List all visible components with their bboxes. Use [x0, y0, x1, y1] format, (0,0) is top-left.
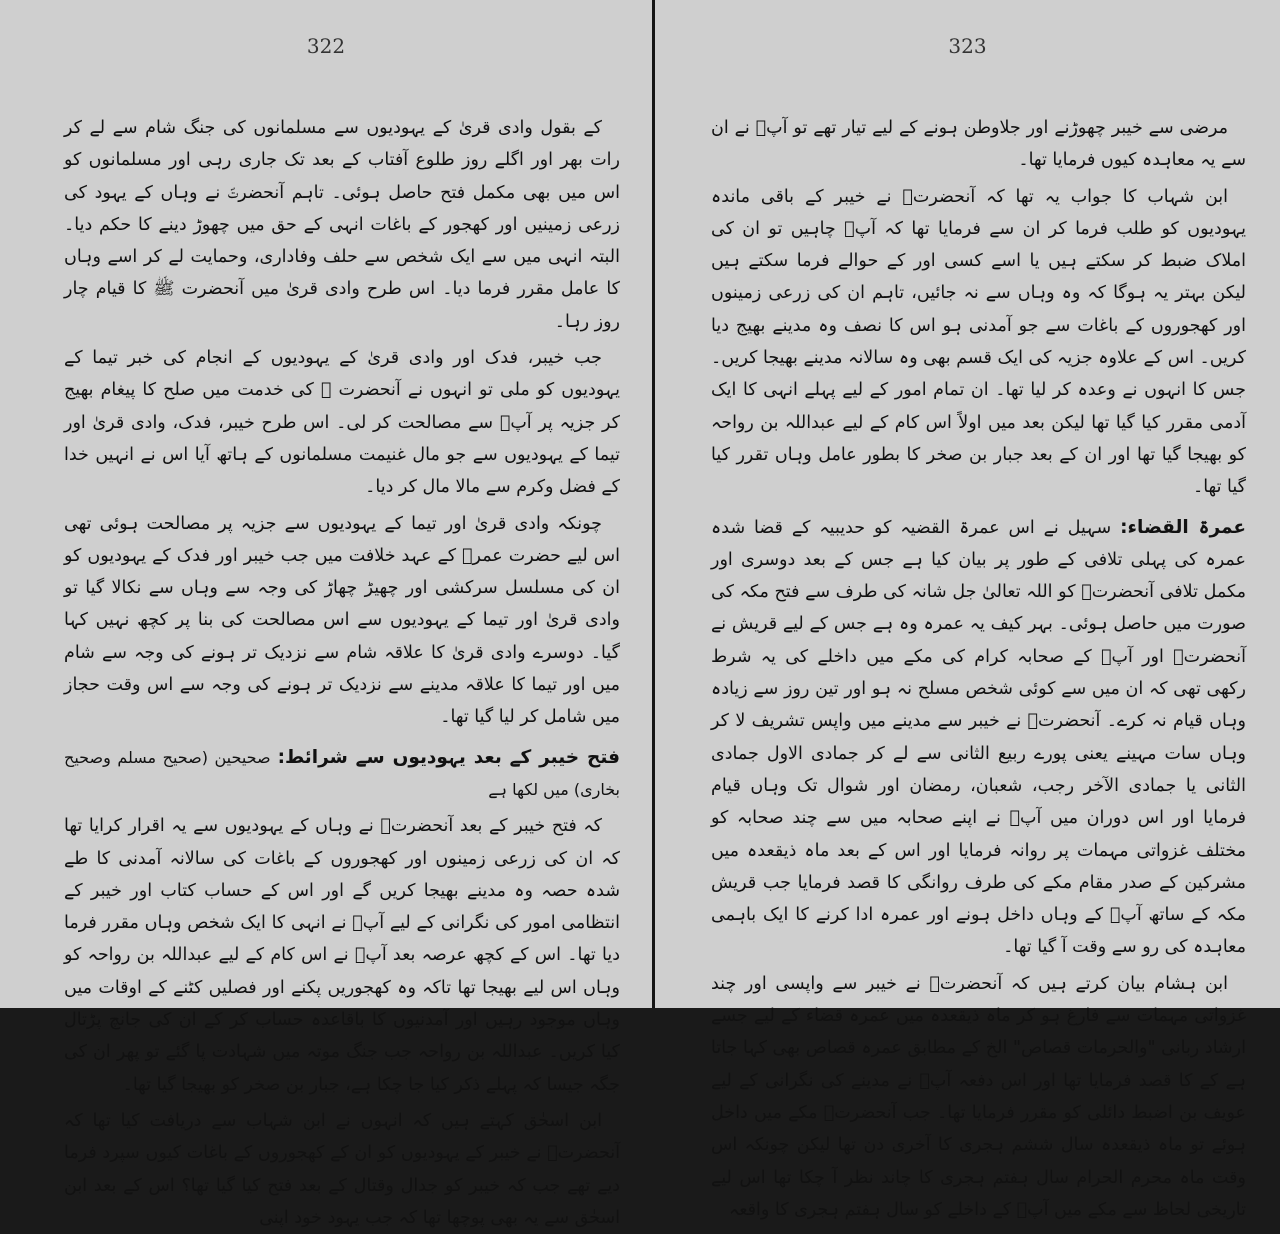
paragraph: کے بقول وادی قریٰ کے یہودیوں سے مسلمانوں کی جنگ شام سے لے کر رات بھر اور اگلے روز طلوع آفتاب کے بعد تک جاری رہی اور مسلمانوں کو اس میں بھی مکمل فتح حاصل ہوئی۔ تاہم آنحضرتؐ نے وہاں کے یہود کی زرعی زمینیں اور کھجور کے باغات انہی کے حق میں چھوڑ دینے کا حکم دیا۔ البتہ انہی میں سے ایک شخص سے حلف وفاداری، وحمایت لے کر اسے وہاں کا عامل مقرر فرما دیا۔ اس طرح وادی قریٰ میں آنحضرت ﷺ کا قیام چار روز رہا۔	[64, 118, 620, 332]
page-body	[64, 112, 620, 1234]
right-page	[655, 0, 1280, 1220]
paragraph: کہ فتح خیبر کے بعد آنحضرتؐ نے وہاں کے یہودیوں سے یہ اقرار کرایا تھا کہ ان کی زرعی زمینوں اور کھجوروں کے باغات کی سالانہ آمدنی کا طے شدہ حصہ وہ مدینے بھیجا کریں گے اور اس کے حساب کتاب اور خیبر کے انتظامی امور کی نگرانی کے لیے آپؐ نے انہی کا ایک شخص وہاں مقرر فرما دیا تھا۔ اس کے کچھ عرصہ بعد آپؐ نے اس کام کے لیے عبداللہ بن رواحہ کو وہاں اس لیے بھیجا تھا تاکہ وہ کھجوریں پکنے اور فصلیں کٹنے کے اوقات میں وہاں موجود رہیں اور آمدنیوں کا باقاعدہ حساب کر کے ان کی جانچ پڑتال کیا کریں۔ عبداللہ بن رواحہ جب جنگ موتہ میں شہادت پا گئے تو پھر ان کی جگہ جیسا کہ پہلے ذکر کیا جا چکا ہے، جبار بن صخر کو بھیجا گیا تھا۔	[64, 816, 620, 1095]
section-paragraph: سہیل نے اس عمرۃ القضیہ کو حدیبیہ کے قضا شدہ عمرہ کی پہلی تلافی کے طور پر بیان کیا ہے جس کے بعد دوسری اور مکمل تلافی آنحضرتؐ کو اللہ تعالیٰ جل شانہ کی طرف سے فتح مکہ کی صورت میں حاصل ہوئی۔ بہر کیف یہ عمرہ وہ ہے جس کے لیے قریش نے آنحضرتؐ اور آپؐ کے صحابہ کرام کی مکے میں داخلے کی یہ شرط رکھی تھی کہ ان میں سے کوئی شخص مسلح نہ ہو اور تین روز سے زیادہ وہاں قیام نہ کرے۔ آنحضرتؐ نے خیبر سے مدینے میں واپس تشریف لا کر وہاں سات مہینے یعنی پورے ربیع الثانی سے لے کر جمادی الاول جمادی الثانی یا جمادی الآخر رجب، شعبان، رمضان اور شوال تک وہاں قیام فرمایا اور اس دوران میں آپؐ نے اپنے صحابہ میں سے چند صحابہ کو مختلف غزواتی مہمات پر روانہ فرمایا اور اس کے بعد ماہ ذیقعدہ میں مشرکین کے صدر مقام مکے کی طرف روانگی کا قصد فرمایا جب قریش مکہ کے ساتھ آپؐ کے وہاں داخل ہونے اور عمرہ ادا کرنے کا ایک باہمی معاہدہ کی رو سے وقت آ گیا تھا۔	[711, 517, 1246, 958]
paragraph: ابن اسحٰق کہتے ہیں کہ انہوں نے ابن شہاب سے دریافت کیا تھا کہ آنحضرتؐ نے خیبر کے یہودیوں کو ان کے کھجوروں کے باغات کیوں سپرد فرما دیے تھے جب کہ خیبر کو جدال وقتال کے بعد فتح کیا گیا تھا؟ اس کے بعد ابن اسحٰق سے یہ بھی پوچھا تھا کہ جب یہود خود اپنی	[64, 1110, 620, 1228]
section-heading: عمرۃ القضاء:	[1120, 516, 1246, 538]
paragraph: ابن شہاب کا جواب یہ تھا کہ آنحضرتؐ نے خیبر کے باقی ماندہ یہودیوں کو طلب فرما کر ان سے فرمایا تھا کہ آپؐ چاہیں تو ان کی املاک ضبط کر سکتے ہیں یا اسے کسی اور کے حوالے فرما سکتے ہیں لیکن بہتر یہ ہوگا کہ وہ وہاں سے نہ جائیں، تاہم ان کی زرعی زمینوں اور کھجوروں کے باغات سے جو آمدنی ہو اس کا نصف وہ مدینے بھیج دیا کریں۔ اس کے علاوہ جزیہ کی ایک قسم بھی وہ سالانہ مدینے بھیجا کریں۔ جس کا انہوں نے وعدہ کر لیا تھا۔ ان تمام امور کے لیے پہلے انہی کا ایک آدمی مقرر کیا گیا تھا لیکن بعد میں اولاً اس کام کے لیے عبداللہ بن رواحہ کو بھیجا گیا تھا اور ان کے بعد جبار بن صخر کا بطور عامل وہاں تقرر کیا گیا تھا۔	[711, 186, 1246, 498]
paragraph: ابن ہشام بیان کرتے ہیں کہ آنحضرتؐ نے خیبر سے واپسی اور چند غزواتی مہمات سے فارغ ہو کر ماہ ذیقعدہ میں عمرہ قضاء کے لیے جسے ارشاد ربانی "والحرمات قصاص" الخ کے مطابق عمرہ قصاص بھی کہا جاتا ہے کے کا قصد فرمایا تھا اور اس دفعہ آپؐ نے مدینے کی نگرانی کے لیے عویف بن اضبط دائلی کو مقرر فرمایا تھا۔ جب آنحضرتؐ مکے میں داخل ہوئے تو ماہ ذیقعدہ سال ششم ہجری کا آخری دن تھا لیکن چونکہ اس وقت ماہ محرم الحرام سال ہفتم ہجری کا چاند نظر آ چکا تھا اس لیے تاریخی لحاظ سے مکے میں آپؐ کے داخلے کو سال ہفتم ہجری کا واقعہ	[711, 973, 1246, 1220]
paragraph: چونکہ وادی قریٰ اور تیما کے یہودیوں سے جزیہ پر مصالحت ہوئی تھی اس لیے حضرت عمرؓ کے عہد خلافت میں جب خیبر اور فدک کے یہودیوں کو ان کی مسلسل سرکشی اور چھیڑ چھاڑ کی وجہ سے وہاں سے نکالا گیا تو وادی قریٰ اور تیما کے یہودیوں سے اس مصالحت کی بنا پر کچھ نہیں کہا گیا۔ دوسرے وادی قریٰ کا علاقہ شام سے نزدیک تر ہونے کی وجہ سے شام میں اور تیما کا علاقہ مدینے سے نزدیک تر ہونے کی وجہ سے اس وقت حجاز میں شامل کر لیا گیا تھا۔	[64, 513, 620, 728]
paragraph: مرضی سے خیبر چھوڑنے اور جلاوطن ہونے کے لیے تیار تھے تو آپؐ نے ان سے یہ معاہدہ کیوں فرمایا تھا۔	[711, 118, 1246, 171]
page-number: 322	[306, 34, 346, 58]
page-body	[711, 112, 1246, 1226]
page-number: 323	[948, 34, 987, 58]
paragraph: جب خیبر، فدک اور وادی قریٰ کے یہودیوں کے انجام کی خبر تیما کے یہودیوں کو ملی تو انہوں نے آنحضرت ﷺ کی خدمت میں صلح کا پیغام بھیج کر جزیہ پر آپؐ سے مصالحت کر لی۔ اس طرح خیبر، فدک، وادی قریٰ اور تیما کے یہودیوں سے جو مال غنیمت مسلمانوں کے ہاتھ آیا اس نے انہیں خدا کے فضل وکرم سے مالا مال کر دیا۔	[64, 348, 620, 498]
section-heading: فتح خیبر کے بعد یہودیوں سے شرائط:	[277, 746, 620, 768]
section-subtitle: صحیحین (صحیح مسلم وصحیح بخاری) میں لکھا ہے	[64, 747, 620, 799]
